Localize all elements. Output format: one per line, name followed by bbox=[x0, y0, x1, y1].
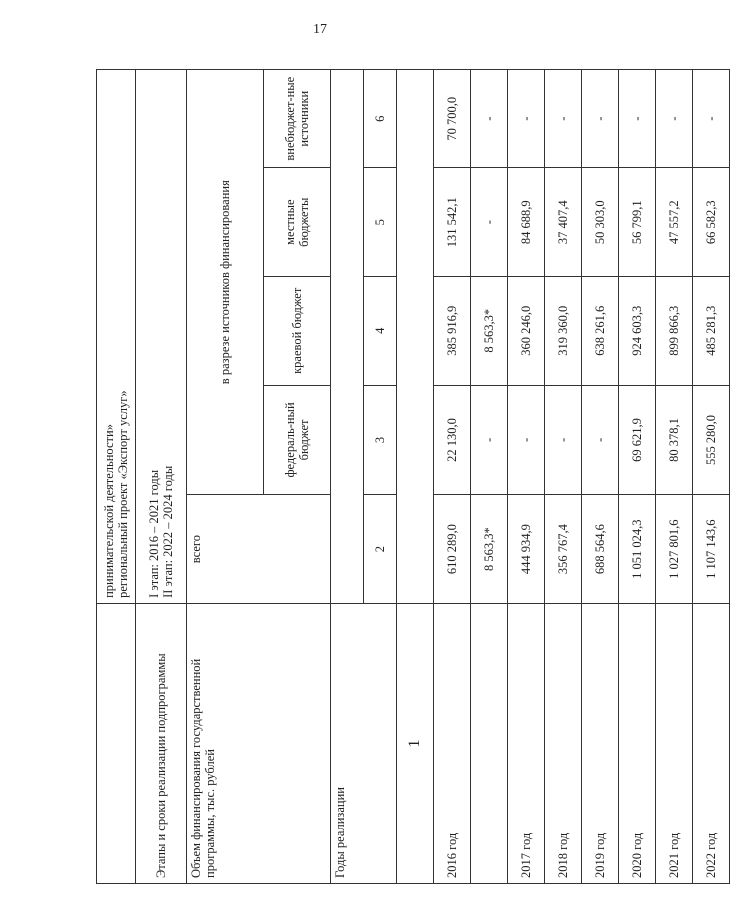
total-cell: 444 934,9 bbox=[508, 495, 545, 604]
total-header: всего bbox=[187, 495, 331, 604]
table-row bbox=[508, 70, 545, 884]
stages-label: Этапы и сроки реализации подпрограммы bbox=[136, 603, 187, 883]
year-cell: 2022 год bbox=[693, 603, 730, 883]
total-cell: 1 107 143,6 bbox=[693, 495, 730, 604]
continuation-line-2: региональный проект «Экспорт услуг» bbox=[116, 390, 130, 598]
total-cell: 1 027 801,6 bbox=[656, 495, 693, 604]
table-row bbox=[619, 70, 656, 884]
local-cell: 84 688,9 bbox=[508, 168, 545, 277]
year-cell: 2019 год bbox=[582, 603, 619, 883]
page-number: 17 bbox=[313, 22, 327, 37]
external-cell: - bbox=[619, 70, 656, 168]
federal-header: федераль-ный бюджет bbox=[264, 385, 331, 495]
regional-cell: 360 246,0 bbox=[508, 276, 545, 385]
regional-cell: 385 916,9 bbox=[434, 276, 471, 385]
local-cell: 37 407,4 bbox=[545, 168, 582, 277]
local-cell: 66 582,3 bbox=[693, 168, 730, 277]
table-row bbox=[656, 70, 693, 884]
stages-value bbox=[136, 70, 187, 604]
index-cell-4: 4 bbox=[364, 276, 397, 385]
funding-header-row bbox=[187, 70, 264, 884]
index-cell-5: 5 bbox=[364, 168, 397, 277]
local-cell: 56 799,1 bbox=[619, 168, 656, 277]
table-row bbox=[693, 70, 730, 884]
external-cell: - bbox=[693, 70, 730, 168]
stage-2: II этап: 2022 – 2024 годы bbox=[161, 465, 175, 598]
year-cell: 2021 год bbox=[656, 603, 693, 883]
regional-cell: 319 360,0 bbox=[545, 276, 582, 385]
index-cell-3: 3 bbox=[364, 385, 397, 495]
federal-cell: - bbox=[582, 385, 619, 495]
regional-cell: 485 281,3 bbox=[693, 276, 730, 385]
table-row bbox=[434, 70, 471, 884]
federal-cell: - bbox=[508, 385, 545, 495]
index-cell-6: 6 bbox=[364, 70, 397, 168]
local-cell: 50 303,0 bbox=[582, 168, 619, 277]
years-label: Годы реализации bbox=[331, 603, 397, 883]
regional-cell: 924 603,3 bbox=[619, 276, 656, 385]
continuation-label bbox=[97, 603, 136, 883]
index-cell-2: 2 bbox=[364, 495, 397, 604]
federal-cell: 80 378,1 bbox=[656, 385, 693, 495]
total-cell: 1 051 024,3 bbox=[619, 495, 656, 604]
index-one-spacer bbox=[397, 70, 434, 604]
table-row bbox=[545, 70, 582, 884]
year-cell: 2017 год bbox=[508, 603, 545, 883]
external-cell: - bbox=[656, 70, 693, 168]
external-cell: - bbox=[582, 70, 619, 168]
continuation-line-1: принимательской деятельности» bbox=[101, 424, 116, 598]
external-cell: 70 700,0 bbox=[434, 70, 471, 168]
index-spacer bbox=[331, 70, 364, 604]
rotated-table-container bbox=[96, 69, 718, 884]
funding-label: Объем финансирования государственной программы, тыс. рублей bbox=[187, 603, 331, 883]
year-cell: 2018 год bbox=[545, 603, 582, 883]
continuation-text bbox=[97, 70, 136, 604]
external-cell: - bbox=[545, 70, 582, 168]
sources-header: в разрезе источников финансирования bbox=[187, 70, 264, 495]
stage-1: I этап: 2016 – 2021 годы bbox=[146, 469, 161, 598]
index-one-row bbox=[397, 70, 434, 884]
federal-cell: - bbox=[471, 385, 508, 495]
funding-table bbox=[96, 69, 730, 884]
year-cell bbox=[471, 603, 508, 883]
table-row bbox=[582, 70, 619, 884]
total-cell: 688 564,6 bbox=[582, 495, 619, 604]
local-cell: 131 542,1 bbox=[434, 168, 471, 277]
total-cell: 8 563,3* bbox=[471, 495, 508, 604]
federal-cell: - bbox=[545, 385, 582, 495]
federal-cell: 69 621,9 bbox=[619, 385, 656, 495]
local-cell: - bbox=[471, 168, 508, 277]
federal-cell: 22 130,0 bbox=[434, 385, 471, 495]
total-cell: 356 767,4 bbox=[545, 495, 582, 604]
federal-cell: 555 280,0 bbox=[693, 385, 730, 495]
external-cell: - bbox=[508, 70, 545, 168]
external-cell: - bbox=[471, 70, 508, 168]
table-row bbox=[471, 70, 508, 884]
index-cell-1: 1 bbox=[397, 603, 434, 883]
local-header: местные бюджеты bbox=[264, 168, 331, 277]
continuation-row bbox=[97, 70, 136, 884]
regional-cell: 899 866,3 bbox=[656, 276, 693, 385]
regional-cell: 8 563,3* bbox=[471, 276, 508, 385]
years-header-row bbox=[331, 70, 364, 884]
stages-row bbox=[136, 70, 187, 884]
year-cell: 2016 год bbox=[434, 603, 471, 883]
total-cell: 610 289,0 bbox=[434, 495, 471, 604]
year-cell: 2020 год bbox=[619, 603, 656, 883]
local-cell: 47 557,2 bbox=[656, 168, 693, 277]
regional-header: краевой бюджет bbox=[264, 276, 331, 385]
regional-cell: 638 261,6 bbox=[582, 276, 619, 385]
external-header: внебюджет-ные источники bbox=[264, 70, 331, 168]
